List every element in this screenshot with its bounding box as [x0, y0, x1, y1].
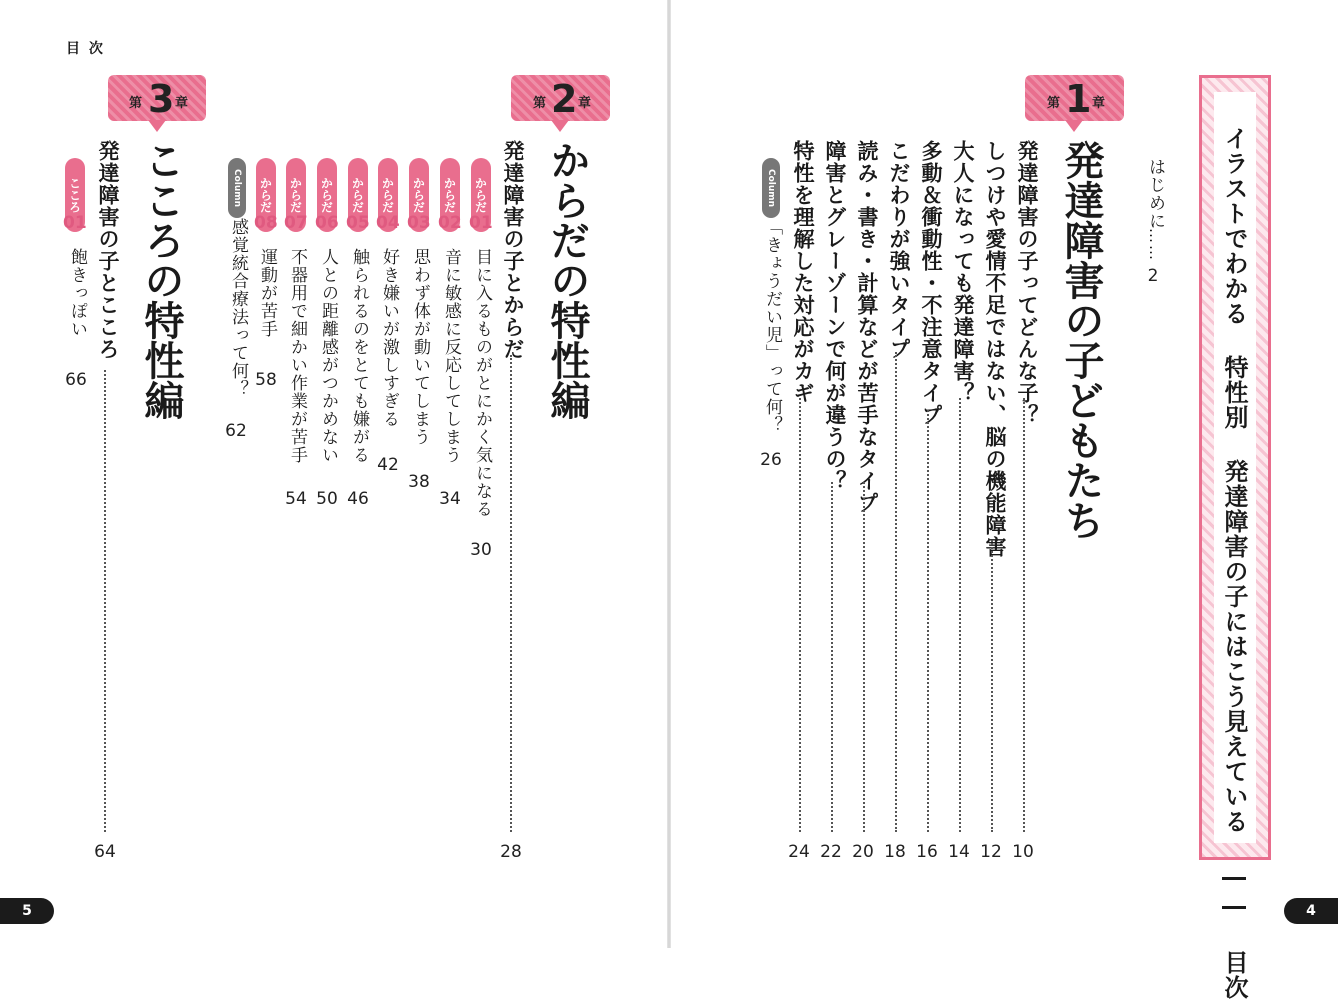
toc-item-title: 発達障害の子ってどんな子？ — [1015, 140, 1039, 426]
item-number: 06 — [315, 213, 339, 233]
item-title: 音に敏感に反応してしまう — [441, 248, 461, 464]
main-title: イラストでわかる 特性別 発達障害の子にはこう見えている ―― 目次 — [1220, 126, 1248, 1000]
chapter-1-title: 発達障害の子どもたち — [1058, 140, 1104, 540]
page-number: 62 — [225, 421, 247, 441]
page-number: 50 — [316, 489, 338, 509]
column-title: 「きょうだい児」って何？ — [762, 218, 782, 434]
page-number: 10 — [1012, 842, 1034, 862]
item-label-pill: こころ — [65, 158, 85, 232]
item-label-pill: からだ — [409, 158, 429, 232]
intro-title: はじめに — [1145, 158, 1165, 230]
dot-leader — [799, 398, 801, 832]
chapter-3-section-title: 発達障害の子とこころ — [96, 140, 120, 360]
item-number: 02 — [438, 213, 462, 233]
page-number: 18 — [884, 842, 906, 862]
badge-suffix: 章 — [175, 96, 189, 111]
item-number: 01 — [469, 213, 493, 233]
item-number: 07 — [284, 213, 308, 233]
chapter-1-badge-pointer — [1065, 120, 1083, 132]
page-number-badge: 4 — [1284, 898, 1338, 924]
toc-item-title: 多動＆衝動性・不注意タイプ — [919, 140, 943, 426]
column-label-pill: Column — [228, 158, 246, 218]
chapter-1-badge — [1025, 75, 1124, 121]
badge-suffix: 章 — [1092, 96, 1106, 111]
item-title: 飽きっぽい — [67, 248, 87, 338]
page-number: 28 — [500, 842, 522, 862]
item-title: 触られるのをとても嫌がる — [349, 248, 369, 464]
toc-item-title: 大人になっても発達障害？ — [951, 140, 975, 404]
column-title: 感覚統合療法って何？ — [228, 218, 248, 398]
toc-item-title: しつけや愛情不足ではない、脳の機能障害 — [983, 140, 1007, 558]
item-title: 好き嫌いが激しすぎる — [379, 248, 399, 428]
badge-number: 1 — [1065, 77, 1092, 121]
dot-leader — [831, 482, 833, 832]
item-title: 運動が苦手 — [257, 248, 277, 338]
dot-leader — [959, 398, 961, 832]
chapter-2-title: からだの特性編 — [544, 140, 590, 420]
chapter-2-section-title: 発達障害の子とからだ — [501, 140, 525, 360]
dot-leader-text: …… — [1146, 228, 1164, 262]
running-head: 目 次 — [66, 41, 105, 57]
item-label-pill: からだ — [256, 158, 276, 232]
page-number: 22 — [820, 842, 842, 862]
page-number: 34 — [439, 489, 461, 509]
page-number: 54 — [285, 489, 307, 509]
badge-number: 3 — [148, 77, 175, 121]
item-title: 人との距離感がつかめない — [318, 248, 338, 464]
page-number: 16 — [916, 842, 938, 862]
page-number: 58 — [255, 370, 277, 390]
page-number: 2 — [1147, 266, 1159, 286]
toc-item-title: こだわりが強いタイプ — [887, 140, 911, 360]
item-label-pill: からだ — [378, 158, 398, 232]
dot-leader — [863, 482, 865, 832]
item-number: 05 — [346, 213, 370, 233]
badge-suffix: 章 — [578, 96, 592, 111]
page-number: 12 — [980, 842, 1002, 862]
item-title: 思わず体が動いてしまう — [410, 248, 430, 446]
badge-prefix: 第 — [533, 96, 547, 111]
item-title: 目に入るものがとにかく気になる — [472, 248, 492, 518]
page-number-badge: 5 — [0, 898, 54, 924]
page-number: 20 — [852, 842, 874, 862]
chapter-3-title: こころの特性編 — [138, 140, 184, 420]
page-number: 30 — [470, 540, 492, 560]
main-title-box — [1199, 75, 1271, 1000]
page-number: 46 — [347, 489, 369, 509]
item-label-pill: からだ — [317, 158, 337, 232]
badge-prefix: 第 — [129, 96, 143, 111]
item-number: 04 — [376, 213, 400, 233]
badge-prefix: 第 — [1047, 96, 1061, 111]
toc-item-title: 読み・書き・計算などが苦手なタイプ — [855, 140, 879, 514]
badge-number: 2 — [551, 77, 578, 121]
item-label-pill: からだ — [440, 158, 460, 232]
dot-leader — [1023, 398, 1025, 832]
item-title: 不器用で細かい作業が苦手 — [287, 248, 307, 464]
dot-leader — [927, 410, 929, 832]
page-number: 64 — [94, 842, 116, 862]
page-number: 38 — [408, 472, 430, 492]
item-number: 03 — [407, 213, 431, 233]
item-number: 08 — [254, 213, 278, 233]
item-label-pill: からだ — [471, 158, 491, 232]
page-number: 14 — [948, 842, 970, 862]
page-number: 26 — [760, 450, 782, 470]
column-label-pill: Column — [762, 158, 780, 218]
item-number: 01 — [63, 213, 87, 233]
dot-leader — [895, 352, 897, 832]
page-number: 24 — [788, 842, 810, 862]
toc-item-title: 障害とグレーゾーンで何が違うの？ — [823, 140, 847, 492]
page-number: 42 — [377, 455, 399, 475]
item-label-pill: からだ — [348, 158, 368, 232]
toc-item-title: 特性を理解した対応がカギ — [791, 140, 815, 404]
page-number: 66 — [65, 370, 87, 390]
item-label-pill: からだ — [286, 158, 306, 232]
dot-leader — [991, 540, 993, 832]
